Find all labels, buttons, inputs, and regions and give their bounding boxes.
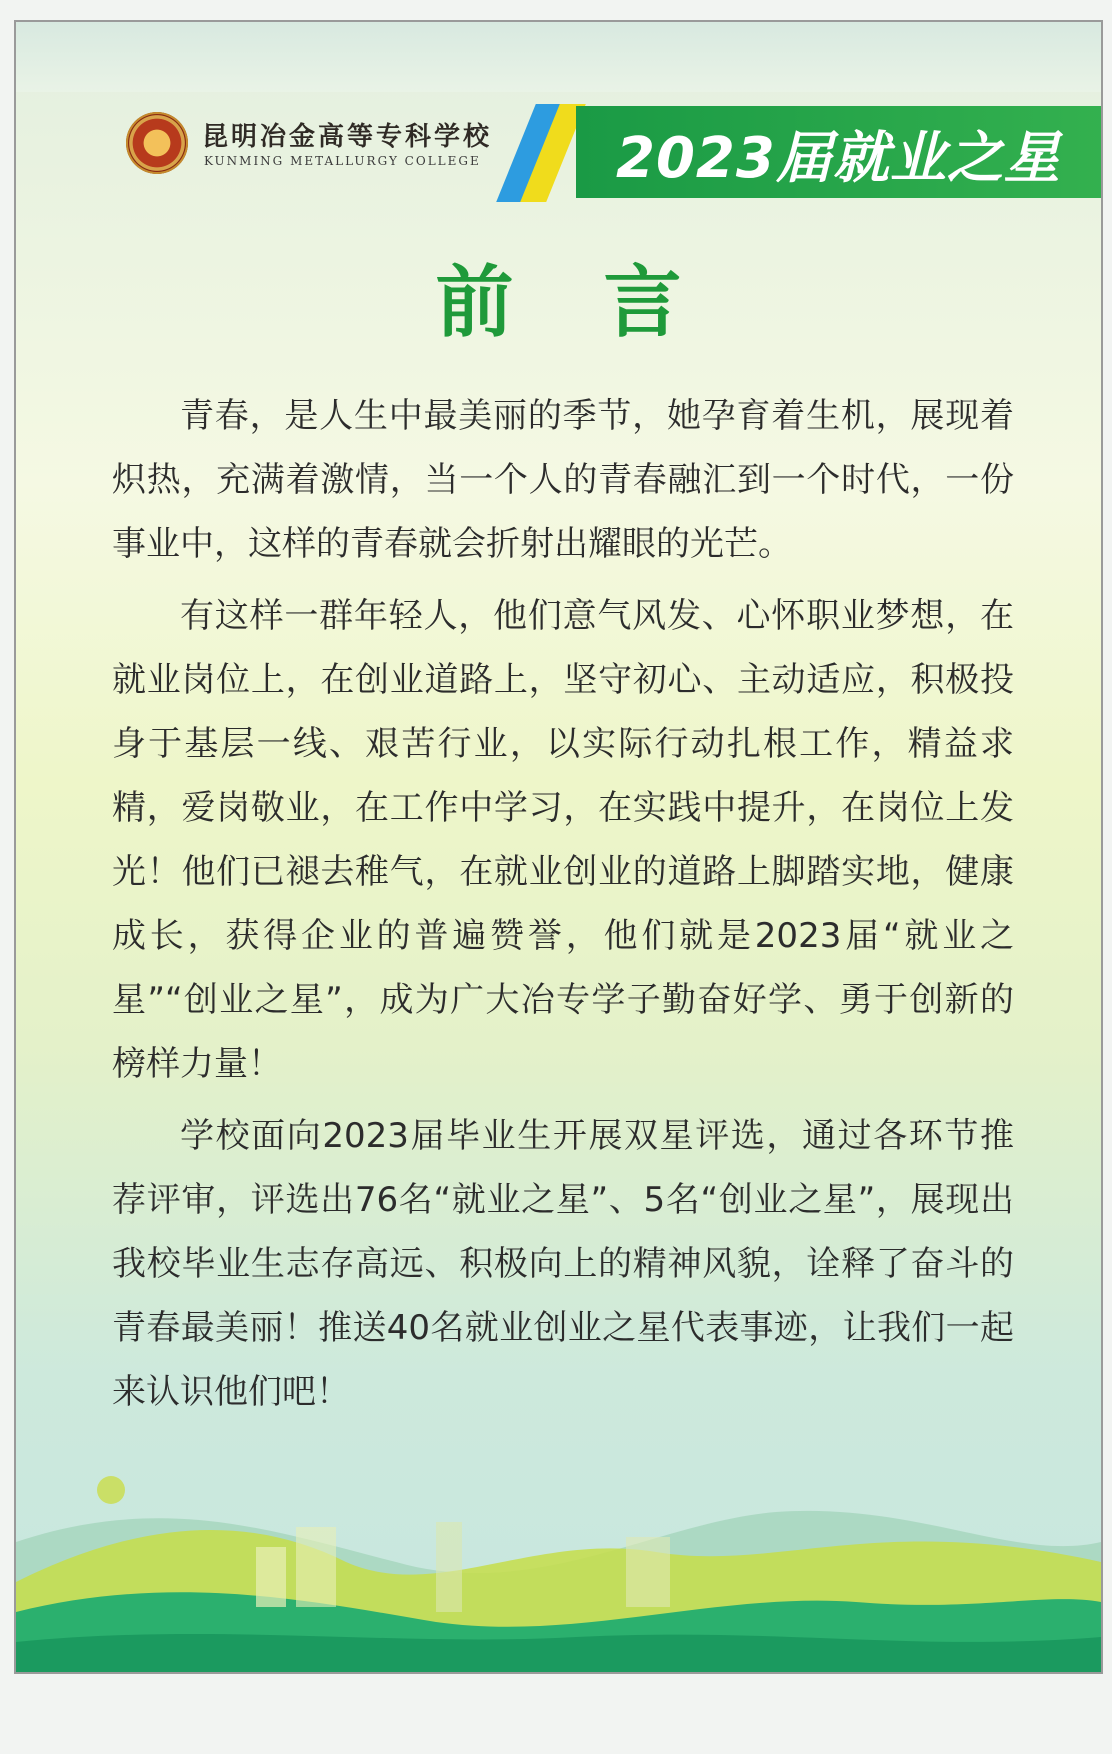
paragraph-3: 学校面向2023届毕业生开展双星评选，通过各环节推荐评审，评选出76名“就业之星”、5名“创业之星”，展现出我校毕业生志存高远、积极向上的精神风貌，诠释了奋斗的青春最美丽！推送40名就业创业之星代表事迹，让我们一起来认识他们吧！	[112, 1116, 1014, 1412]
top-band	[16, 22, 1101, 92]
page-title: 前言	[435, 258, 772, 348]
school-seal-icon	[126, 112, 188, 174]
poster	[14, 20, 1103, 1674]
paragraph-1: 青春，是人生中最美丽的季节，她孕育着生机，展现着炽热，充满着激情，当一个人的青春融汇到一个时代，一份事业中，这样的青春就会折射出耀眼的光芒。	[112, 396, 1014, 564]
banner-title: 2023届就业之星	[616, 126, 1061, 191]
decorative-hills	[16, 1452, 1101, 1672]
school-logo	[126, 102, 506, 182]
paragraph-2: 有这样一群年轻人，他们意气风发、心怀职业梦想，在就业岗位上，在创业道路上，坚守初心、主动适应，积极投身于基层一线、艰苦行业，以实际行动扎根工作，精益求精，爱岗敬业，在工作中学习，在实践中提升，在岗位上发光！他们已褪去稚气，在就业创业的道路上脚踏实地，健康成长，获得企业的普遍赞誉，他们就是2023届“就业之星”“创业之星”，成为广大冶专学子勤奋好学、勇于创新的榜样力量！	[112, 596, 1014, 1084]
preface-body	[112, 384, 1014, 1432]
school-name-cn: 昆明冶金高等专科学校	[202, 122, 493, 152]
school-name-en: KUNMING METALLURGY COLLEGE	[204, 154, 481, 168]
